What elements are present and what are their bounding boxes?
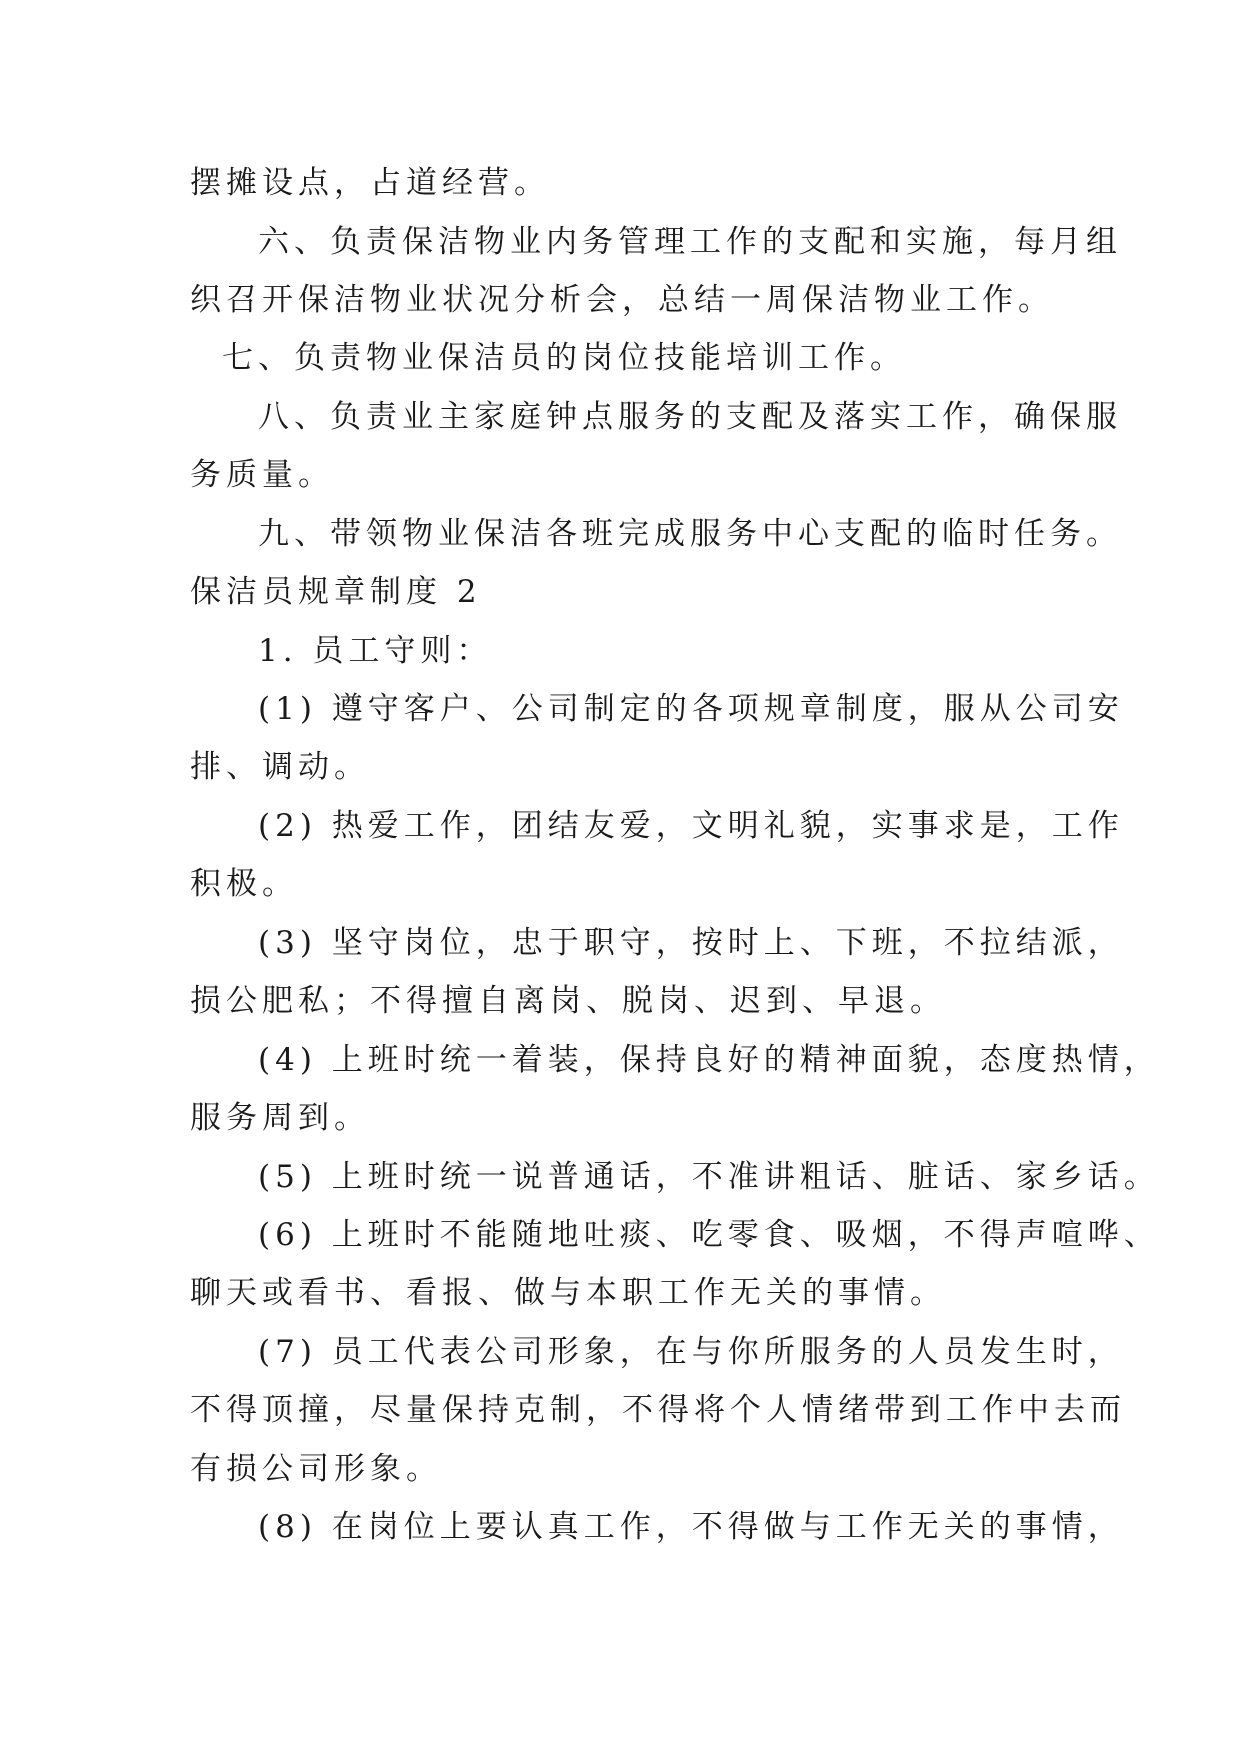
text-line: 八、负责业主家庭钟点服务的支配及落实工作，确保服 <box>258 399 1122 435</box>
section-title: 保洁员规章制度 2 <box>190 574 482 610</box>
text-line: 务质量。 <box>190 457 334 493</box>
text-line: 排、调动。 <box>190 749 370 785</box>
text-line: (5) 上班时统一说普通话，不准讲粗话、脏话、家乡话。 <box>258 1159 1160 1195</box>
text-line: 不得顶撞，尽量保持克制，不得将个人情绪带到工作中去而 <box>190 1392 1126 1428</box>
text-line: (3) 坚守岗位，忠于职守，按时上、下班，不拉结派， <box>258 925 1124 961</box>
text-line: 聊天或看书、看报、做与本职工作无关的事情。 <box>190 1275 946 1311</box>
text-line: 织召开保洁物业状况分析会，总结一周保洁物业工作。 <box>190 282 1054 318</box>
text-line: (7) 员工代表公司形象，在与你所服务的人员发生时， <box>258 1334 1124 1370</box>
text-line: 服务周到。 <box>190 1100 370 1136</box>
text-line: 损公肥私；不得擅自离岗、脱岗、迟到、早退。 <box>190 983 946 1019</box>
text-line: 七、负责物业保洁员的岗位技能培训工作。 <box>222 340 906 376</box>
text-line: (1) 遵守客户、公司制定的各项规章制度，服从公司安 <box>258 691 1124 727</box>
text-line: (6) 上班时不能随地吐痰、吃零食、吸烟，不得声喧哗、 <box>258 1217 1160 1253</box>
text-line: (8) 在岗位上要认真工作，不得做与工作无关的事情， <box>258 1509 1124 1545</box>
text-line: 积极。 <box>190 866 298 902</box>
text-line: (4) 上班时统一着装，保持良好的精神面貌，态度热情， <box>258 1042 1160 1078</box>
text-line: 有损公司形象。 <box>190 1451 442 1487</box>
text-line: 九、带领物业保洁各班完成服务中心支配的临时任务。 <box>258 516 1122 552</box>
text-line: 六、负责保洁物业内务管理工作的支配和实施，每月组 <box>258 224 1122 260</box>
text-line: (2) 热爱工作，团结友爱，文明礼貌，实事求是，工作 <box>258 808 1124 844</box>
text-line: 摆摊设点，占道经营。 <box>190 165 550 201</box>
text-line: 1. 员工守则： <box>258 633 493 669</box>
